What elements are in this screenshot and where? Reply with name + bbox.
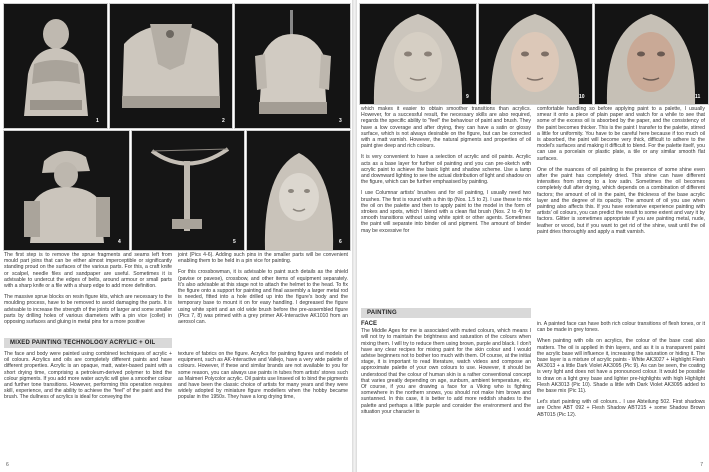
paragraph: joint (Pics 4-6). Adding such pins in the smaller parts will be convenient enabling them to be held in a pin vice for painting. [178, 252, 348, 265]
primed-head-image [247, 131, 350, 250]
photo-label-5: 5 [233, 239, 236, 245]
photo-torso-back [109, 3, 233, 129]
paragraph: When painting with oils on acrylics, the colour of the base coat also matters. The oil is applied in thin layers, and as it is a transparent paint the acrylic base will influence it, increasing the saturation or hiding it. The base layer is a mixture of acrylic paints - White AK3027 + Highlight Flesh AK3013 + a little Dark Violet AK3095 (Pic 9). As can be seen, the coating is very light and does not have a pronounced colour. It would be possible to draw on a light grey base and lighter pre-highlights with high Highlight Flesh AK3013 (Pic 10). Shade a little with Dark Violet AK3095 added to the base mix (Pic 11). [537, 338, 705, 395]
paragraph: texture of fabrics on the figure. Acrylics for painting figures and models of equipment, such as AK-Interactive and Vallejo, have a very wide palette of colours. However, if these and similar brands are not available to you for some reason, you can always use paints in tubes from artists' stores such as Maimeri Polycolor acrylic. Oil paints use linseed oil to bind the pigments and have been the classic choice of artists for many years and they were widely adopted by miniature figure modellers when the hobby became popular in the 1950s. They have a long drying time, [178, 351, 348, 401]
section-heading-painting: PAINTING [361, 308, 531, 318]
photo-label-10: 10 [579, 94, 585, 100]
photo-label-1: 1 [96, 118, 99, 124]
figure-torso-back-image [110, 4, 232, 128]
paragraph: comfortable handling so before applying paint to a palette, I usually smear it onto a piece of plain paper and watch for a while to see that some of the excess oil is absorbed by the paper, and the consistency of the paint becomes thicker. This is the paint I transfer to the palette, stirred a little for uniformity. You have to be careful here because if too much oil is absorbed, the paint will become very thick, difficult to adhere to the model's surfaces and making it difficult to blend. For the palette itself, you can use a porcelain or plastic plate, a tile or any similar smooth flat surfaces. [537, 106, 705, 162]
figure-assembled-image [4, 131, 129, 250]
photo-label-3: 3 [339, 118, 342, 124]
page-number-right: 7 [700, 462, 703, 468]
photo-label-9: 9 [466, 94, 469, 100]
left-column-4 [178, 351, 348, 406]
right-column-4 [537, 321, 705, 423]
paragraph: The first step is to remove the sprue fragments and seams left from mould part joins that can be either almost imperceptible or significantly standing proud on the surfaces of the various parts. For this, a craft knife or scalpel, needle files and sandpaper are useful. Sometimes it is advisable to undercut the edges of belts, around armour or small parts with a sharp knife or a file with a sharp edge to add more definition. [4, 252, 172, 290]
photo-torso-front [3, 3, 108, 129]
paragraph: It is very convenient to have a selection of acrylic and oil paints. Acrylic acts as a base layer for further oil painting and you can pre-sketch with acrylic paint to achieve the basic light and shadow scheme. Use a lamp and downward lighting to see the actual distribution of light and shadow on the figure, which can be further emphasised by painting. [361, 154, 531, 186]
figure-torso-pins-image [235, 4, 350, 128]
paragraph: which makes it easier to obtain smoother transitions than acrylics. However, for a successful result, the necessary skills are also required, regards the specific ability to "feel" the behaviour of paint and brush. They have a low coverage and after drying, they can have a satin or glossy surface, which is not always desirable on the figure, but can be corrected with a matt varnish. However, the natural pigments and properties of oil paint give deep and rich colours. [361, 106, 531, 150]
paragraph: The Middle Ages for me is associated with muted colours, which means I will not try to maintain the brightness and saturation of the colours when mixing them. I will try to reduce them using brown, purple and black. I don't have any clear recipes for mixing paint for the skin colour and I would advise beginners not to bother too much with them. Of course, at the initial stage, it is important to read literature, watch videos and compose an approximate palette of your own colours to use. However, it should be understood that the colour of human skin is a rather conventional concept that varies greatly depending on age, sunburn, ambient temperature, etc. Of course, if you are drawing a face for a Viking who is fighting somewhere in the northern snows, you should not make him brown and suntanned. In this case, it is better to add more reddish shades to the palette and perhaps a little purple and consider the environment and the situation your character is [361, 328, 531, 415]
right-column-2 [537, 106, 705, 240]
subheading-face: FACE [361, 321, 378, 327]
figure-torso-front-image [4, 4, 107, 128]
paragraph: One of the nuances of oil painting is the presence of some shine even after the paint has completely dried. This shine can have different intensities from strong to a low satin. Sometimes the oil becomes completely dull after drying, which depends on a combination of different factors; the amount of oil in the paint, the thickness of the base acrylic layer and the degree of its opacity. The amount of oil you use when painting also affects this. If you have extensive experience painting with artists' oil colours, you can predict the result to some extent and vary it by factors. Glitter is sometimes appropriate if you are painting metal, nude, leather or wood, but if you want to get rid of the shine, wait until the oil paint dries thoroughly and apply a matt varnish. [537, 166, 705, 235]
crossbow-image [132, 131, 244, 250]
paragraph: Let's start painting with oil colours... I use Abteilung 502. First shadows are Ochre ABT 092 + Flesh Shadow ABT215 + some Shadow Brown ABT015 (Pic 12). [537, 399, 705, 418]
left-column-1 [4, 252, 172, 330]
page-number-left: 6 [6, 462, 9, 468]
photo-face-shade [594, 3, 709, 105]
photo-face-base [359, 3, 477, 105]
photo-label-11: 11 [695, 94, 701, 100]
paragraph: I use Columnar artists' brushes and for oil painting, I usually need two brushes. The first is round with a thin tip (Nos. 1.5 to 2). I use these to mix the oil on the palette and then to apply paint to the model in the form of strokes and spots, which I blend with a clean flat brush (Nos. 2 to 4) for smooth transitions without using white spirit or other agents. Sometimes the paint will separate into binder oil and pigment. The amount of binder may be excessive for [361, 190, 531, 234]
left-page [0, 0, 352, 472]
photo-crossbow [131, 130, 245, 251]
paragraph: The massive sprue blocks on resin figure kits, which are necessary to the moulding process, have to be removed to avoid damaging the parts. It is advisable to increase the strength of the joints of larger and some smaller parts by drilling holes of various diameters with a pin vice (collet) in opposing surfaces and gluing in metal pins for a more positive [4, 294, 172, 326]
right-column-3 [361, 321, 531, 420]
paragraph: in. A painted face can have both rich colour transitions of flesh tones, or it can be made in grey tones. [537, 321, 705, 334]
photo-primed-head [246, 130, 351, 251]
right-column-1 [361, 106, 531, 239]
photo-face-highlights [478, 3, 593, 105]
face-highlights-image [479, 4, 592, 104]
photo-assembled-figure [3, 130, 130, 251]
section-heading-mixed-painting: MIXED PAINTING TECHNOLOGY ACRYLIC + OIL [4, 338, 172, 348]
photo-torso-pins [234, 3, 351, 129]
right-page [357, 0, 709, 472]
photo-label-4: 4 [118, 239, 121, 245]
left-column-2 [178, 252, 348, 330]
photo-label-6: 6 [339, 239, 342, 245]
left-column-3 [4, 351, 172, 406]
paragraph: For this crossbowman, it is advisable to paint such details as the shield (pavise or pavese), crossbow, and other items of equipment separately. It's also advisable at this stage not to attach the helmet to the head. To fix the figure onto a support for painting and final assembly a larger metal rod is needed, fitted into a hole drilled up into the figure's body and the temporary base to mount it on for easy handling. I degreased the figure using white spirit and an old wide brush before the pre-assembled figure (Pics 7, 8) was primed with a grey primer AK-Interactive AK1010 from an aerosol can. [178, 269, 348, 326]
paragraph: The face and body were painted using combined techniques of acrylic + oil colours. Acrylics and oils are completely different paints and have different properties. Acrylic is an opaque, matt, water-based paint with a short drying time, comprising a petroleum-derived polymer to bind the colour pigments. If you add more water acrylic will give a smoother colour and further tone transitions. However, performing this operation requires skill, experience, and the ability to achieve the "feel" of the paint and the brush. The dullness of acrylics is ideal for conveying the [4, 351, 172, 401]
face-shade-image [595, 4, 708, 104]
face-base-coat-image [360, 4, 476, 104]
photo-label-2: 2 [222, 118, 225, 124]
